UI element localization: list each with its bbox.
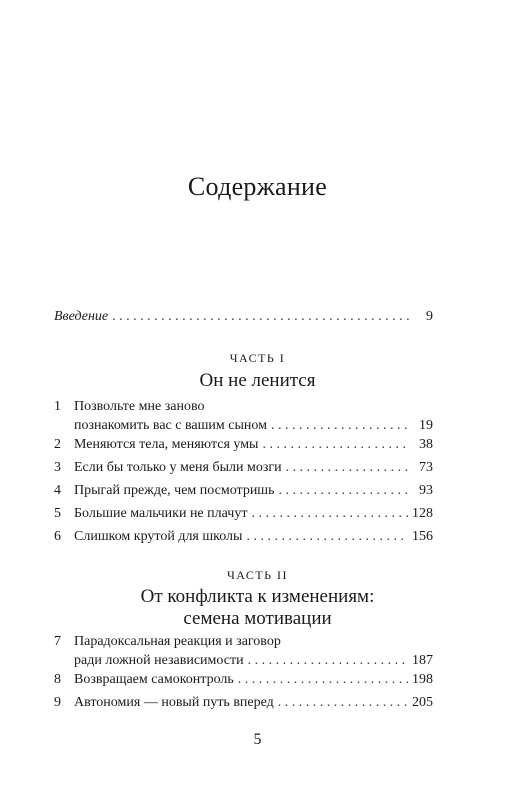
chapter-number: 9 xyxy=(54,695,61,710)
entry-page-number: 156 xyxy=(412,529,433,544)
part-title-line: От конфликта к изменениям: xyxy=(140,586,375,607)
toc-entry-chapter-9[interactable] xyxy=(54,693,433,712)
entry-page-number: 73 xyxy=(419,460,433,475)
entry-title: ради ложной независимости xyxy=(74,653,244,668)
page-number: 5 xyxy=(253,731,262,748)
entry-page-number: 38 xyxy=(419,437,433,452)
entry-title: Автономия — новый путь вперед xyxy=(74,695,274,710)
part-label: ЧАСТЬ II xyxy=(226,568,289,582)
entry-title: Если бы только у меня были мозги xyxy=(74,460,282,475)
entry-title: Слишком крутой для школы xyxy=(74,529,243,544)
entry-page-number: 19 xyxy=(419,418,433,433)
entry-title: познакомить вас с вашим сыном xyxy=(74,418,267,433)
dot-leader xyxy=(238,670,408,689)
entry-page-number: 93 xyxy=(419,483,433,498)
part-title-line: Он не ленится xyxy=(199,370,316,391)
dot-leader xyxy=(278,481,409,500)
toc-entry-chapter-5[interactable] xyxy=(54,504,433,523)
entry-title: Возвращаем самоконтроль xyxy=(74,672,234,687)
dot-leader xyxy=(286,458,409,477)
toc-entry-chapter-3[interactable] xyxy=(54,458,433,477)
entry-page-number: 205 xyxy=(412,695,433,710)
toc-entry-chapter-6[interactable] xyxy=(54,527,433,546)
dot-leader xyxy=(262,435,409,454)
entry-page-number: 128 xyxy=(412,506,433,521)
dot-leader xyxy=(248,651,408,670)
toc-entry-chapter-2[interactable] xyxy=(54,435,433,454)
entry-title: Парадоксальная реакция и заговор xyxy=(74,634,281,649)
dot-leader xyxy=(271,416,409,435)
entry-page-number: 187 xyxy=(412,653,433,668)
chapter-number: 7 xyxy=(54,634,61,649)
dot-leader xyxy=(278,693,408,712)
entry-title: Большие мальчики не плачут xyxy=(74,506,248,521)
chapter-number: 1 xyxy=(54,399,61,414)
toc-entry-chapter-1[interactable] xyxy=(54,397,433,435)
chapter-number: 2 xyxy=(54,437,61,452)
toc-entry-chapter-8[interactable] xyxy=(54,670,433,689)
chapter-number: 8 xyxy=(54,672,61,687)
dot-leader xyxy=(112,309,409,325)
page-title: Содержание xyxy=(187,172,328,201)
part-title xyxy=(0,370,515,392)
entry-page-number: 9 xyxy=(426,309,433,324)
entry-title: Прыгай прежде, чем посмотришь xyxy=(74,483,275,498)
part-label: ЧАСТЬ I xyxy=(229,351,286,365)
toc-entry-chapter-4[interactable] xyxy=(54,481,433,500)
dot-leader xyxy=(246,527,408,546)
entry-title: Позвольте мне заново xyxy=(74,399,205,414)
chapter-number: 3 xyxy=(54,460,61,475)
entry-title: Введение xyxy=(54,309,109,324)
entry-page-number: 198 xyxy=(412,672,433,687)
chapter-number: 4 xyxy=(54,483,61,498)
toc-entry-chapter-7[interactable] xyxy=(54,632,433,670)
dot-leader xyxy=(251,504,408,523)
part-title-line: семена мотивации xyxy=(183,608,332,629)
toc-entry-introduction[interactable] xyxy=(54,309,433,325)
entry-title: Меняются тела, меняются умы xyxy=(74,437,259,452)
chapter-number: 5 xyxy=(54,506,61,521)
part-title xyxy=(0,586,515,630)
chapter-number: 6 xyxy=(54,529,61,544)
